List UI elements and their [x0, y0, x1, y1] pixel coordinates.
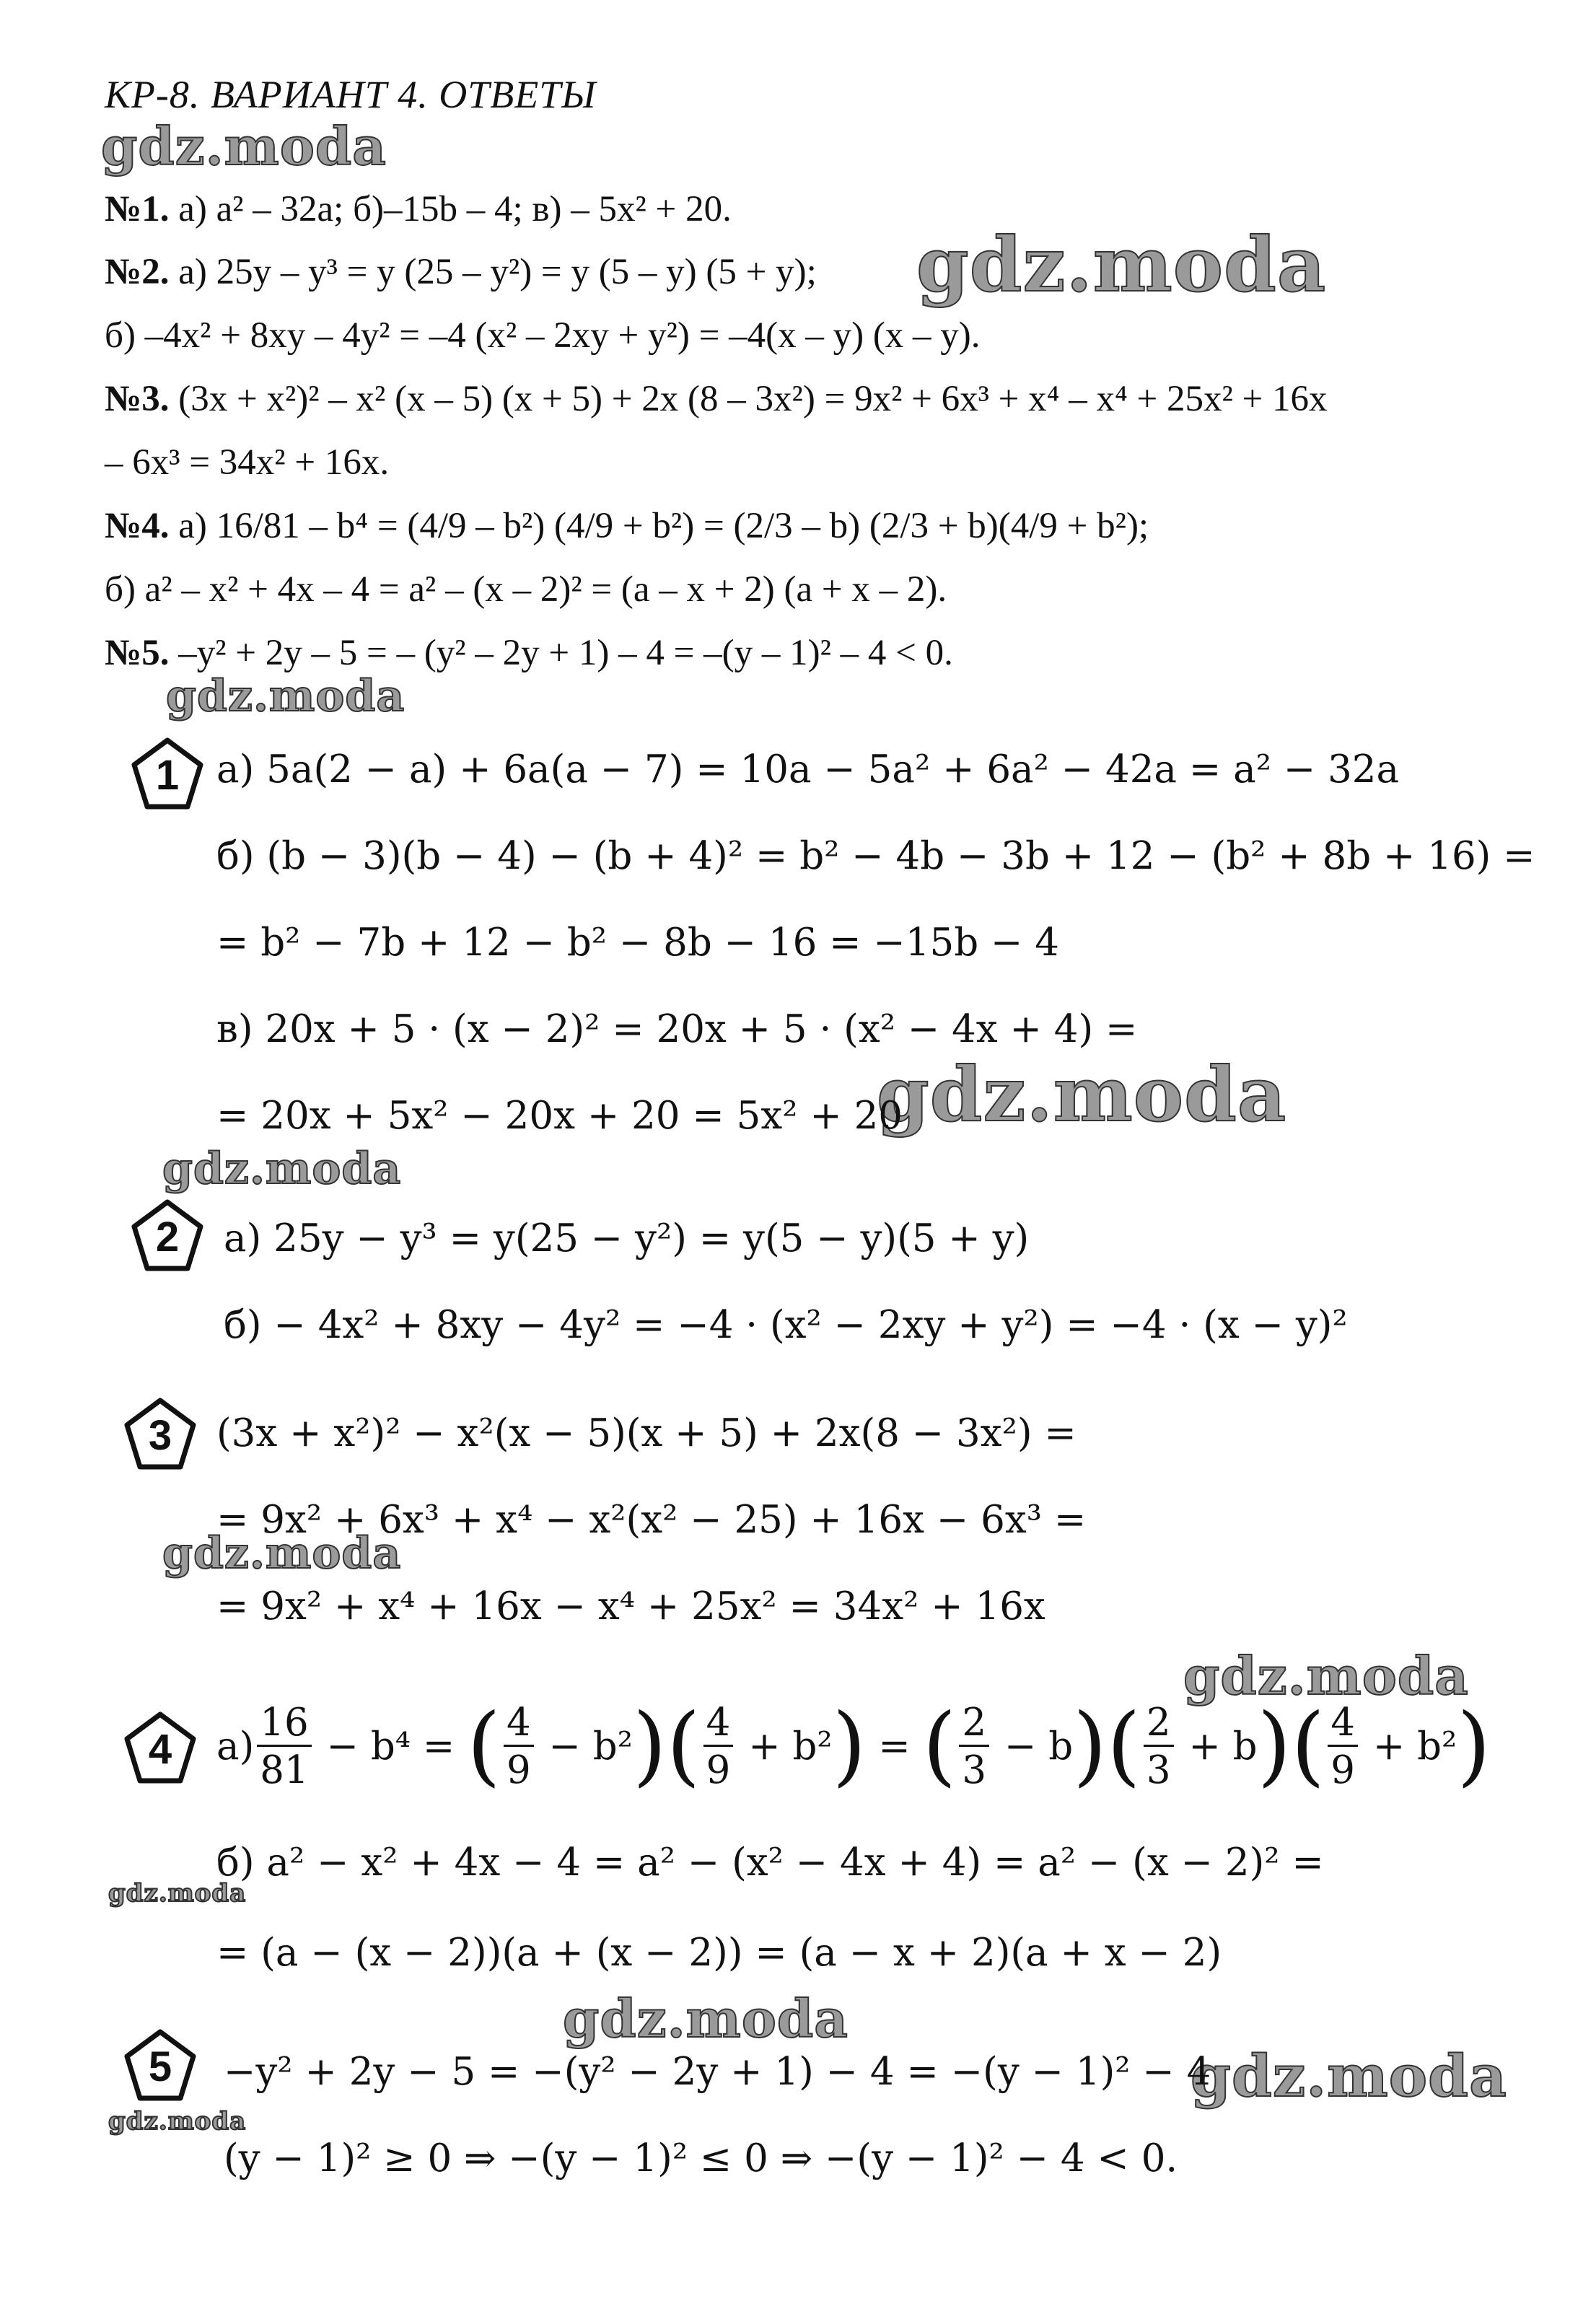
answer-4a	[105, 508, 1149, 545]
watermark: gdz.moda	[916, 220, 1327, 309]
answer-text: –y² + 2y – 5 = – (y² – 2y + 1) – 4 = –(y – 1)² – 4 < 0.	[178, 633, 953, 673]
watermark: gdz.moda	[1183, 1645, 1469, 1706]
answer-3	[105, 381, 1328, 418]
solution-4-line-2: б) a² − x² + 4x − 4 = a² − (x² − 4x + 4) = a² − (x − 2)² =	[216, 1841, 1324, 1885]
answer-2a	[105, 254, 817, 291]
solution-2-line-1: а) 25y − y³ = y(25 − y²) = y(5 − y)(5 + y)	[224, 1217, 1030, 1261]
solution-1-line-2: б) (b − 3)(b − 4) − (b + 4)² = b² − 4b − 3b + 12 − (b² + 8b + 16) =	[216, 834, 1535, 878]
pentagon-badge-3: 3	[123, 1396, 198, 1471]
pentagon-badge-1: 1	[130, 736, 205, 811]
watermark: gdz.moda	[101, 115, 387, 177]
watermark: gdz.moda	[166, 671, 405, 722]
watermark: gdz.moda	[563, 1988, 849, 2049]
solution-5-line-1: −y² + 2y − 5 = −(y² − 2y + 1) − 4 = −(y − 1)² − 4	[224, 2050, 1211, 2094]
solution-5-line-2: (y − 1)² ≥ 0 ⇒ −(y − 1)² ≤ 0 ⇒ −(y − 1)² − 4 < 0.	[224, 2136, 1178, 2180]
answer-text: (3x + x²)² – x² (x – 5) (x + 5) + 2x (8 – 3x²) = 9x² + 6x³ + x⁴ – x⁴ + 25x² + 16x	[178, 379, 1328, 419]
answer-number: №2.	[105, 252, 170, 292]
answer-5	[105, 635, 953, 672]
page-title: КР-8. ВАРИАНТ 4. ОТВЕТЫ	[105, 73, 597, 116]
solution-3-line-1: (3x + x²)² − x²(x − 5)(x + 5) + 2x(8 − 3x²) =	[216, 1411, 1077, 1455]
solution-1-line-1: а) 5a(2 − a) + 6a(a − 7) = 10a − 5a² + 6a² − 42a = a² − 32a	[216, 748, 1400, 792]
solution-1-line-3: = b² − 7b + 12 − b² − 8b − 16 = −15b − 4	[216, 921, 1059, 965]
solution-1-line-4: в) 20x + 5 · (x − 2)² = 20x + 5 · (x² − 4x + 4) =	[216, 1007, 1138, 1051]
watermark: gdz.moda	[108, 2107, 247, 2136]
solution-4-line-1: а) 16 81 − b⁴ = ( 4 9 − b² ) ( 4 9 + b² ) = ( 2 3 − b ) ( 2 3 + b ) ( 4 9 + b² )	[216, 1696, 1491, 1796]
solution-4-line-3: = (a − (x − 2))(a + (x − 2)) = (a − x + 2)(a + x − 2)	[216, 1931, 1222, 1975]
solution-1-line-5: = 20x + 5x² − 20x + 20 = 5x² + 20	[216, 1094, 903, 1138]
answer-number: №4.	[105, 506, 170, 546]
pentagon-badge-5: 5	[123, 2028, 198, 2103]
answer-1	[105, 191, 732, 228]
watermark: gdz.moda	[162, 1144, 402, 1194]
answer-number: №1.	[105, 189, 170, 229]
answer-number: №5.	[105, 633, 170, 673]
answer-2b: б) –4x² + 8xy – 4y² = –4 (x² – 2xy + y²) = –4(x – y) (x – y).	[105, 315, 981, 356]
answer-text: а) a² – 32a; б)–15b – 4; в) – 5x² + 20.	[178, 189, 732, 229]
watermark: gdz.moda	[162, 1528, 402, 1579]
watermark: gdz.moda	[1191, 2042, 1507, 2110]
pentagon-badge-4: 4	[123, 1710, 198, 1785]
pentagon-badge-2: 2	[130, 1198, 205, 1273]
answer-text: а) 16/81 – b⁴ = (4/9 – b²) (4/9 + b²) = (2/3 – b) (2/3 + b)(4/9 + b²);	[178, 506, 1149, 546]
answer-number: №3.	[105, 379, 170, 419]
answer-text: а) 25y – y³ = y (25 – y²) = y (5 – y) (5 + y);	[178, 252, 817, 292]
watermark: gdz.moda	[877, 1050, 1287, 1139]
watermark: gdz.moda	[108, 1879, 247, 1908]
solution-3-line-3: = 9x² + x⁴ + 16x − x⁴ + 25x² = 34x² + 16x	[216, 1584, 1045, 1628]
answer-3b: – 6x³ = 34x² + 16x.	[105, 442, 390, 483]
solution-3-line-2: = 9x² + 6x³ + x⁴ − x²(x² − 25) + 16x − 6x³ =	[216, 1498, 1087, 1542]
answer-4b: б) a² – x² + 4x – 4 = a² – (x – 2)² = (a – x + 2) (a + x – 2).	[105, 569, 947, 610]
solution-2-line-2: б) − 4x² + 8xy − 4y² = −4 · (x² − 2xy + y²) = −4 · (x − y)²	[224, 1303, 1348, 1347]
